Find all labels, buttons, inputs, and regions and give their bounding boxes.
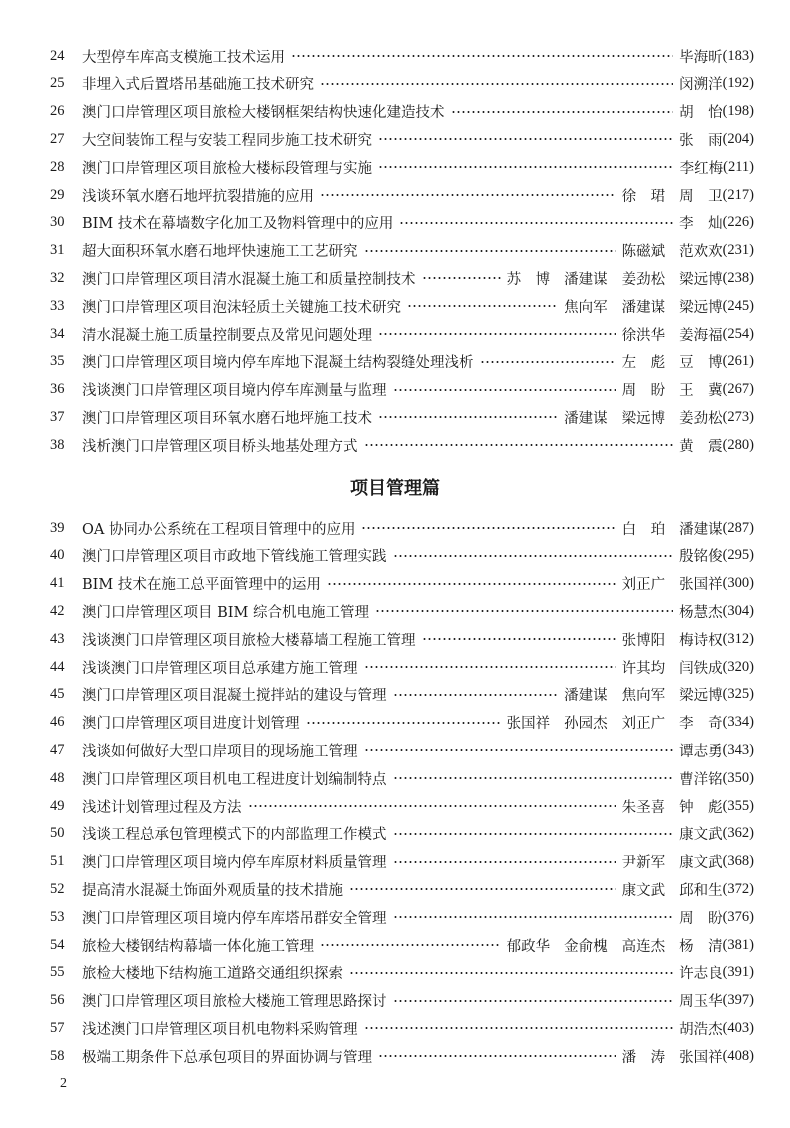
dot-leader [393,1000,674,1002]
entry-number: 52 [50,880,65,897]
toc-entry[interactable] [44,322,754,346]
entry-authors [622,629,723,650]
entry-page: (312) [722,630,754,647]
entry-author: 潘建谋 [679,521,723,538]
entry-author: 金俞槐 [564,938,608,955]
entry-author: 姜海福 [679,327,723,344]
entry-authors [679,73,723,94]
entry-authors [679,46,723,67]
entry-author: 王 冀 [679,383,723,400]
entry-title: 浅述澳门口岸管理区项目机电物料采购管理 [82,1021,358,1038]
entry-page: (368) [722,853,754,870]
entry-author: 钟 彪 [679,799,723,816]
dot-leader [364,749,674,751]
dot-leader [327,583,616,585]
entry-authors [679,740,723,761]
entry-title: 浅谈澳门口岸管理区项目旅检大楼幕墙工程施工管理 [82,632,416,649]
entry-author: 邱和生 [679,882,723,899]
entry-title: 旅检大楼钢结构幕墙一体化施工管理 [82,938,314,955]
entry-number: 45 [50,686,65,703]
entry-title: 清水混凝土施工质量控制要点及常见问题处理 [82,327,372,344]
entry-authors [622,851,723,872]
entry-authors [622,351,723,372]
toc-entry[interactable] [44,155,754,179]
dot-leader [451,111,674,113]
entry-authors [679,129,723,150]
toc-entry[interactable] [44,572,754,596]
entry-number: 39 [50,519,65,536]
entry-author: 周 盼 [679,910,723,927]
entry-number: 55 [50,964,65,981]
entry-authors [622,324,723,345]
entry-author: 曹洋铭 [679,771,723,788]
toc-entry[interactable] [44,933,754,957]
dot-leader [361,527,615,529]
entry-title: 提高清水混凝土饰面外观质量的技术措施 [82,882,343,899]
entry-author: 潘建谋 [564,271,608,288]
dot-leader [364,444,674,446]
entry-number: 31 [50,242,65,259]
entry-authors [507,712,723,733]
entry-number: 29 [50,186,65,203]
entry-page: (217) [722,186,754,203]
entry-author: 毕海昕 [679,49,723,66]
entry-author: 康文武 [679,855,723,872]
entry-title: 澳门口岸管理区项目市政地下管线施工管理实践 [82,549,387,566]
toc-entry[interactable] [44,989,754,1013]
entry-page: (287) [722,519,754,536]
dot-leader [364,666,616,668]
entry-page: (350) [722,769,754,786]
dot-leader [393,555,674,557]
entry-number: 44 [50,658,65,675]
entry-authors [679,1018,723,1039]
entry-number: 49 [50,797,65,814]
entry-author: 张国祥 [679,1049,723,1066]
entry-page: (391) [722,964,754,981]
dot-leader [378,333,616,335]
entry-page: (231) [722,242,754,259]
toc-entry[interactable] [44,72,754,96]
entry-authors [507,935,723,956]
entry-authors [622,796,723,817]
entry-number: 25 [50,75,65,92]
entry-page: (211) [723,158,754,175]
entry-author: 苏 博 [506,271,551,288]
dot-leader [375,610,673,612]
entry-page: (295) [722,547,754,564]
toc-entry[interactable] [44,738,754,762]
entry-page: (320) [722,658,754,675]
entry-page: (334) [722,714,754,731]
entry-number: 24 [50,47,65,64]
toc-entry[interactable] [44,961,754,985]
entry-title: 澳门口岸管理区项目境内停车库地下混凝土结构裂缝处理浅析 [82,355,474,372]
entry-authors [679,212,723,233]
entry-author: 李 奇 [679,716,723,733]
toc-entry[interactable] [44,433,754,457]
entry-author: 梁远博 [679,271,723,288]
entry-number: 57 [50,1019,65,1036]
toc-entry[interactable] [44,378,754,402]
entry-title: 澳门口岸管理区项目旅检大楼钢框架结构快速化建造技术 [82,105,445,122]
entry-author: 梁远博 [679,299,723,316]
entry-author: 潘建谋 [564,688,608,705]
entry-author: 闵溯洋 [679,77,723,94]
entry-number: 42 [50,602,65,619]
entry-authors [679,962,723,983]
entry-author: 杨 清 [679,938,723,955]
entry-author: 李 灿 [679,216,723,233]
entry-title: BIM 技术在施工总平面管理中的运用 [82,577,321,594]
entry-author: 姜劲松 [621,271,666,288]
entry-page: (408) [722,1047,754,1064]
dot-leader [378,166,674,168]
entry-title: 澳门口岸管理区项目泡沫轻质土关键施工技术研究 [82,299,401,316]
entry-authors [507,268,723,289]
entry-authors [622,657,723,678]
dot-leader [364,1027,674,1029]
dot-leader [349,888,616,890]
toc-entry[interactable] [44,516,754,540]
entry-author: 刘正广 [621,716,666,733]
entry-page: (403) [722,1019,754,1036]
entry-author: 郁政华 [506,938,551,955]
entry-number: 46 [50,714,65,731]
entry-page: (355) [722,797,754,814]
entry-authors [679,601,723,622]
entry-authors [622,573,723,594]
entry-page: (267) [722,381,754,398]
entry-title: 澳门口岸管理区项目清水混凝土施工和质量控制技术 [82,271,416,288]
entry-author: 姜劲松 [679,410,723,427]
entry-number: 51 [50,853,65,870]
dot-leader [349,972,673,974]
entry-number: 54 [50,936,65,953]
dot-leader [364,250,616,252]
entry-author: 刘正广 [621,577,666,594]
dot-leader [399,222,673,224]
toc-entry[interactable] [44,266,754,290]
entry-title: 澳门口岸管理区项目旅检大楼施工管理思路探讨 [82,994,387,1011]
entry-author: 焦向军 [621,688,666,705]
toc-entry[interactable] [44,127,754,151]
entry-author: 徐洪华 [621,327,666,344]
toc-entry[interactable] [44,711,754,735]
toc-entry[interactable] [44,683,754,707]
entry-title: 澳门口岸管理区项目 BIM 综合机电施工管理 [82,604,369,621]
entry-authors [564,296,723,317]
entry-page: (397) [722,992,754,1009]
entry-author: 尹新军 [621,855,666,872]
entry-author: 梅诗权 [679,632,723,649]
toc-entry[interactable] [44,405,754,429]
entry-page: (300) [722,575,754,592]
dot-leader [378,416,558,418]
entry-title: 极端工期条件下总承包项目的界面协调与管理 [82,1049,372,1066]
entry-authors [679,907,723,928]
dot-leader [291,55,673,57]
toc-entry[interactable] [44,350,754,374]
entry-authors [679,823,723,844]
entry-authors [622,518,723,539]
entry-author: 白 珀 [621,521,666,538]
dot-leader [393,833,674,835]
entry-authors [622,185,723,206]
dot-leader [393,694,559,696]
entry-number: 28 [50,158,65,175]
toc-entry[interactable] [44,627,754,651]
entry-number: 27 [50,130,65,147]
entry-title: 澳门口岸管理区项目旅检大楼标段管理与实施 [82,160,372,177]
dot-leader [320,944,501,946]
dot-leader [422,638,616,640]
entry-title: 浅谈澳门口岸管理区项目境内停车库测量与监理 [82,383,387,400]
section-heading: 项目管理篇 [350,478,440,499]
entry-page: (204) [722,130,754,147]
entry-author: 梁远博 [621,410,666,427]
entry-page: (381) [722,936,754,953]
entry-page: (226) [722,214,754,231]
entry-number: 26 [50,103,65,120]
dot-leader [393,861,616,863]
toc-entry[interactable] [44,850,754,874]
entry-title: 超大面积环氧水磨石地坪快速施工工艺研究 [82,244,358,261]
entry-title: 澳门口岸管理区项目环氧水磨石地坪施工技术 [82,410,372,427]
entry-author: 胡浩杰 [679,1021,723,1038]
entry-author: 张博阳 [621,632,666,649]
entry-author: 康文武 [621,882,666,899]
entry-number: 50 [50,825,65,842]
toc-entry[interactable] [44,822,754,846]
toc-entry[interactable] [44,877,754,901]
entry-number: 30 [50,214,65,231]
entry-author: 徐 珺 [621,188,666,205]
entry-author: 胡 怡 [679,105,723,122]
entry-author: 陈磁斌 [621,244,666,261]
entry-author: 高连杰 [621,938,666,955]
entry-number: 47 [50,741,65,758]
page-number: 2 [60,1076,67,1091]
entry-author: 闫铁成 [679,660,723,677]
entry-page: (325) [722,686,754,703]
entry-page: (273) [722,408,754,425]
entry-number: 38 [50,436,65,453]
entry-number: 43 [50,630,65,647]
entry-number: 34 [50,325,65,342]
entry-author: 谭志勇 [679,743,723,760]
dot-leader [320,194,616,196]
entry-author: 焦向军 [564,299,608,316]
entry-author: 豆 博 [679,355,723,372]
entry-author: 许志良 [679,966,723,983]
entry-number: 33 [50,297,65,314]
entry-title: 澳门口岸管理区项目境内停车库塔吊群安全管理 [82,910,387,927]
entry-author: 范欢欢 [679,244,723,261]
entry-author: 许其均 [621,660,666,677]
entry-number: 48 [50,769,65,786]
entry-title: 澳门口岸管理区项目进度计划管理 [82,716,300,733]
entry-author: 张国祥 [679,577,723,594]
dot-leader [393,777,674,779]
entry-page: (362) [722,825,754,842]
entry-author: 梁远博 [679,688,723,705]
entry-author: 孙园杰 [564,716,608,733]
entry-title: 澳门口岸管理区项目境内停车库原材料质量管理 [82,855,387,872]
entry-number: 37 [50,408,65,425]
toc-entry[interactable] [44,100,754,124]
entry-author: 殷铭俊 [679,549,723,566]
entry-author: 潘建谋 [621,299,666,316]
entry-title: 澳门口岸管理区项目机电工程进度计划编制特点 [82,771,387,788]
entry-title: 浅析澳门口岸管理区项目桥头地基处理方式 [82,438,358,455]
dot-leader [393,389,616,391]
entry-title: 大型停车库高支模施工技术运用 [82,49,285,66]
entry-title: 浅谈如何做好大型口岸项目的现场施工管理 [82,743,358,760]
entry-page: (183) [722,47,754,64]
entry-authors [564,407,723,428]
entry-authors [622,879,723,900]
entry-number: 56 [50,992,65,1009]
dot-leader [480,361,616,363]
entry-title: OA 协同办公系统在工程项目管理中的应用 [82,521,356,538]
dot-leader [248,805,616,807]
entry-author: 周玉华 [679,994,723,1011]
entry-author: 周 卫 [679,188,723,205]
entry-title: 非埋入式后置塔吊基础施工技术研究 [82,77,314,94]
toc-entry[interactable] [44,44,754,68]
entry-page: (254) [722,325,754,342]
entry-number: 58 [50,1047,65,1064]
entry-page: (261) [722,353,754,370]
dot-leader [407,305,558,307]
entry-title: 浅谈澳门口岸管理区项目总承建方施工管理 [82,660,358,677]
entry-page: (192) [722,75,754,92]
entry-authors [622,379,723,400]
toc-entry[interactable] [44,599,754,623]
toc-entry[interactable] [44,183,754,207]
entry-author: 张 雨 [679,132,723,149]
toc-entry[interactable] [44,766,754,790]
toc-entry[interactable] [44,211,754,235]
entry-page: (198) [722,103,754,120]
toc-entry[interactable] [44,1016,754,1040]
entry-authors [679,435,723,456]
entry-number: 40 [50,547,65,564]
entry-title: 浅谈工程总承包管理模式下的内部监理工作模式 [82,827,387,844]
entry-page: (245) [722,297,754,314]
dot-leader [320,83,673,85]
entry-page: (372) [722,880,754,897]
entry-authors [564,684,723,705]
entry-author: 潘建谋 [564,410,608,427]
entry-title: 浅谈环氧水磨石地坪抗裂措施的应用 [82,188,314,205]
entry-author: 左 彪 [621,355,666,372]
entry-number: 53 [50,908,65,925]
entry-author: 朱圣喜 [621,799,666,816]
entry-author: 潘 涛 [621,1049,666,1066]
toc-entry[interactable] [44,544,754,568]
entry-title: 大空间装饰工程与安装工程同步施工技术研究 [82,132,372,149]
entry-authors [679,545,723,566]
entry-number: 32 [50,269,65,286]
entry-number: 36 [50,381,65,398]
dot-leader [306,722,501,724]
entry-authors [622,240,723,261]
toc-entry[interactable] [44,239,754,263]
entry-number: 41 [50,575,65,592]
toc-entry[interactable] [44,294,754,318]
entry-title: 浅述计划管理过程及方法 [82,799,242,816]
entry-page: (304) [722,602,754,619]
entry-page: (238) [722,269,754,286]
toc-entry[interactable] [44,905,754,929]
entry-number: 35 [50,353,65,370]
entry-title: 旅检大楼地下结构施工道路交通组织探索 [82,966,343,983]
entry-authors [679,768,723,789]
entry-page: (376) [722,908,754,925]
dot-leader [378,138,673,140]
entry-title: 澳门口岸管理区项目混凝土搅拌站的建设与管理 [82,688,387,705]
entry-author: 张国祥 [506,716,551,733]
entry-title: BIM 技术在幕墙数字化加工及物料管理中的应用 [82,216,394,233]
entry-author: 周 盼 [621,383,666,400]
entry-page: (280) [722,436,754,453]
entry-author: 黄 震 [679,438,723,455]
dot-leader [422,277,501,279]
dot-leader [378,1055,616,1057]
entry-author: 杨慧杰 [679,604,723,621]
entry-author: 康文武 [679,827,723,844]
entry-author: 李红梅 [679,160,724,177]
entry-authors [622,1046,723,1067]
entry-authors [679,101,723,122]
entry-authors [679,990,723,1011]
toc-entry[interactable] [44,794,754,818]
entry-page: (343) [722,741,754,758]
toc-entry[interactable] [44,1044,754,1068]
toc-entry[interactable] [44,655,754,679]
entry-authors [680,157,724,178]
dot-leader [393,916,674,918]
